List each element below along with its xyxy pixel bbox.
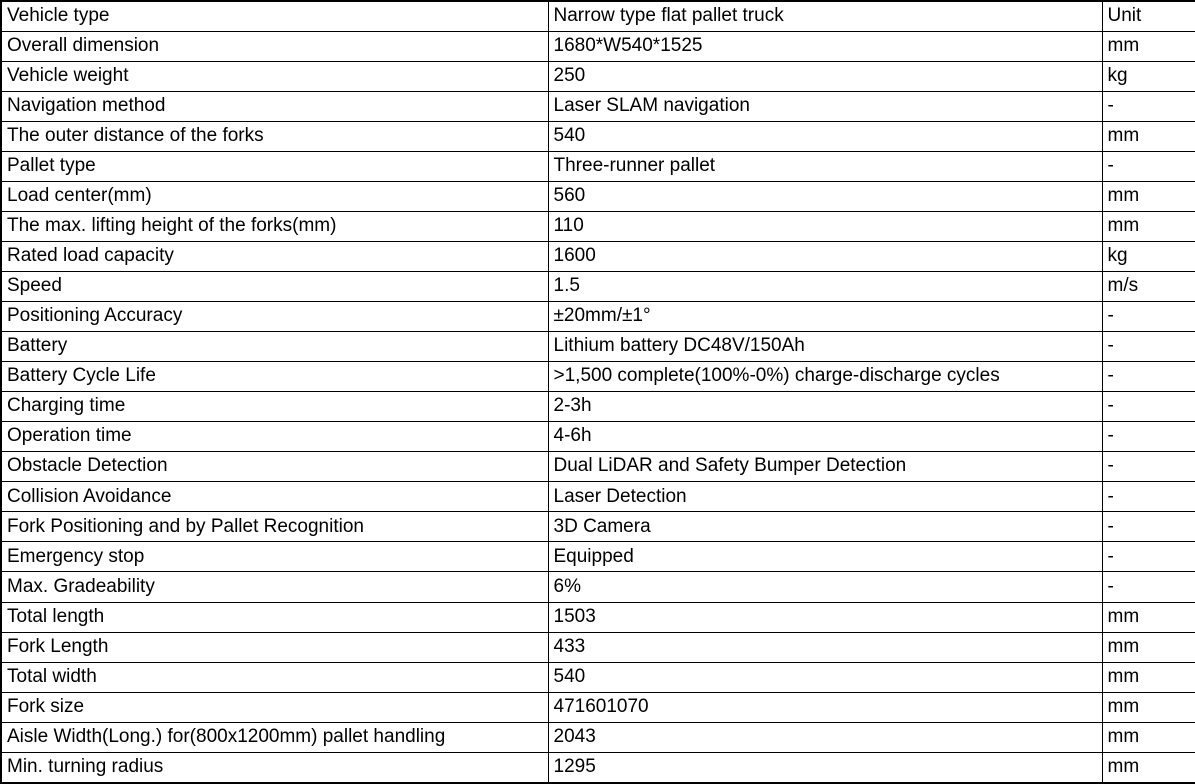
unit-cell: mm xyxy=(1102,662,1195,692)
parameter-cell: Vehicle weight xyxy=(1,62,548,92)
unit-cell: mm xyxy=(1102,632,1195,662)
parameter-cell: Emergency stop xyxy=(1,542,548,572)
value-cell: 433 xyxy=(548,632,1102,662)
value-cell: 540 xyxy=(548,122,1102,152)
unit-cell: Unit xyxy=(1102,1,1195,32)
parameter-cell: Speed xyxy=(1,272,548,302)
parameter-cell: Vehicle type xyxy=(1,1,548,32)
unit-cell: - xyxy=(1102,92,1195,122)
unit-cell: kg xyxy=(1102,242,1195,272)
unit-cell: - xyxy=(1102,572,1195,602)
unit-cell: - xyxy=(1102,542,1195,572)
unit-cell: - xyxy=(1102,422,1195,452)
parameter-cell: Battery Cycle Life xyxy=(1,362,548,392)
table-row xyxy=(1,272,1195,302)
value-cell: 110 xyxy=(548,212,1102,242)
table-row xyxy=(1,572,1195,602)
unit-cell: - xyxy=(1102,362,1195,392)
table-row xyxy=(1,242,1195,272)
unit-cell: mm xyxy=(1102,752,1195,783)
table-row xyxy=(1,362,1195,392)
table-row xyxy=(1,62,1195,92)
parameter-cell: Operation time xyxy=(1,422,548,452)
parameter-cell: Min. turning radius xyxy=(1,752,548,783)
parameter-cell: Fork Positioning and by Pallet Recognition xyxy=(1,512,548,542)
table-row xyxy=(1,392,1195,422)
value-cell: 1680*W540*1525 xyxy=(548,32,1102,62)
table-row xyxy=(1,542,1195,572)
unit-cell: mm xyxy=(1102,122,1195,152)
unit-cell: mm xyxy=(1102,32,1195,62)
parameter-cell: Navigation method xyxy=(1,92,548,122)
table-row xyxy=(1,452,1195,482)
unit-cell: - xyxy=(1102,392,1195,422)
parameter-cell: Aisle Width(Long.) for(800x1200mm) pallet handling xyxy=(1,722,548,752)
unit-cell: mm xyxy=(1102,602,1195,632)
parameter-cell: Positioning Accuracy xyxy=(1,302,548,332)
unit-cell: m/s xyxy=(1102,272,1195,302)
table-row xyxy=(1,92,1195,122)
unit-cell: - xyxy=(1102,452,1195,482)
parameter-cell: Fork size xyxy=(1,692,548,722)
unit-cell: - xyxy=(1102,512,1195,542)
value-cell: >1,500 complete(100%-0%) charge-discharge cycles xyxy=(548,362,1102,392)
value-cell: 1295 xyxy=(548,752,1102,783)
value-cell: Equipped xyxy=(548,542,1102,572)
parameter-cell: The outer distance of the forks xyxy=(1,122,548,152)
table-row xyxy=(1,302,1195,332)
table-row xyxy=(1,32,1195,62)
unit-cell: mm xyxy=(1102,182,1195,212)
value-cell: 1503 xyxy=(548,602,1102,632)
parameter-cell: Charging time xyxy=(1,392,548,422)
parameter-cell: Pallet type xyxy=(1,152,548,182)
unit-cell: - xyxy=(1102,302,1195,332)
unit-cell: mm xyxy=(1102,722,1195,752)
parameter-cell: Rated load capacity xyxy=(1,242,548,272)
value-cell: 1.5 xyxy=(548,272,1102,302)
table-row xyxy=(1,482,1195,512)
table-row xyxy=(1,122,1195,152)
parameter-cell: Fork Length xyxy=(1,632,548,662)
value-cell: 471601070 xyxy=(548,692,1102,722)
value-cell: 2043 xyxy=(548,722,1102,752)
parameter-cell: Battery xyxy=(1,332,548,362)
table-row xyxy=(1,602,1195,632)
unit-cell: - xyxy=(1102,482,1195,512)
value-cell: 250 xyxy=(548,62,1102,92)
value-cell: Lithium battery DC48V/150Ah xyxy=(548,332,1102,362)
value-cell: ±20mm/±1° xyxy=(548,302,1102,332)
value-cell: 560 xyxy=(548,182,1102,212)
value-cell: Dual LiDAR and Safety Bumper Detection xyxy=(548,452,1102,482)
value-cell: 2-3h xyxy=(548,392,1102,422)
table-row xyxy=(1,722,1195,752)
parameter-cell: Collision Avoidance xyxy=(1,482,548,512)
table-row xyxy=(1,692,1195,722)
value-cell: 540 xyxy=(548,662,1102,692)
value-cell: Laser SLAM navigation xyxy=(548,92,1102,122)
table-row xyxy=(1,662,1195,692)
parameter-cell: Overall dimension xyxy=(1,32,548,62)
table-row xyxy=(1,332,1195,362)
table-row xyxy=(1,752,1195,783)
value-cell: Laser Detection xyxy=(548,482,1102,512)
table-row xyxy=(1,512,1195,542)
table-row xyxy=(1,212,1195,242)
value-cell: 6% xyxy=(548,572,1102,602)
spec-table-body xyxy=(1,1,1195,783)
parameter-cell: Load center(mm) xyxy=(1,182,548,212)
parameter-cell: Obstacle Detection xyxy=(1,452,548,482)
unit-cell: mm xyxy=(1102,212,1195,242)
table-row xyxy=(1,632,1195,662)
table-row xyxy=(1,422,1195,452)
unit-cell: kg xyxy=(1102,62,1195,92)
parameter-cell: Total width xyxy=(1,662,548,692)
value-cell: Narrow type flat pallet truck xyxy=(548,1,1102,32)
table-row xyxy=(1,152,1195,182)
unit-cell: - xyxy=(1102,152,1195,182)
value-cell: 3D Camera xyxy=(548,512,1102,542)
table-row xyxy=(1,182,1195,212)
parameter-cell: The max. lifting height of the forks(mm) xyxy=(1,212,548,242)
value-cell: Three-runner pallet xyxy=(548,152,1102,182)
parameter-cell: Total length xyxy=(1,602,548,632)
unit-cell: mm xyxy=(1102,692,1195,722)
value-cell: 4-6h xyxy=(548,422,1102,452)
value-cell: 1600 xyxy=(548,242,1102,272)
table-row xyxy=(1,1,1195,32)
unit-cell: - xyxy=(1102,332,1195,362)
parameter-cell: Max. Gradeability xyxy=(1,572,548,602)
